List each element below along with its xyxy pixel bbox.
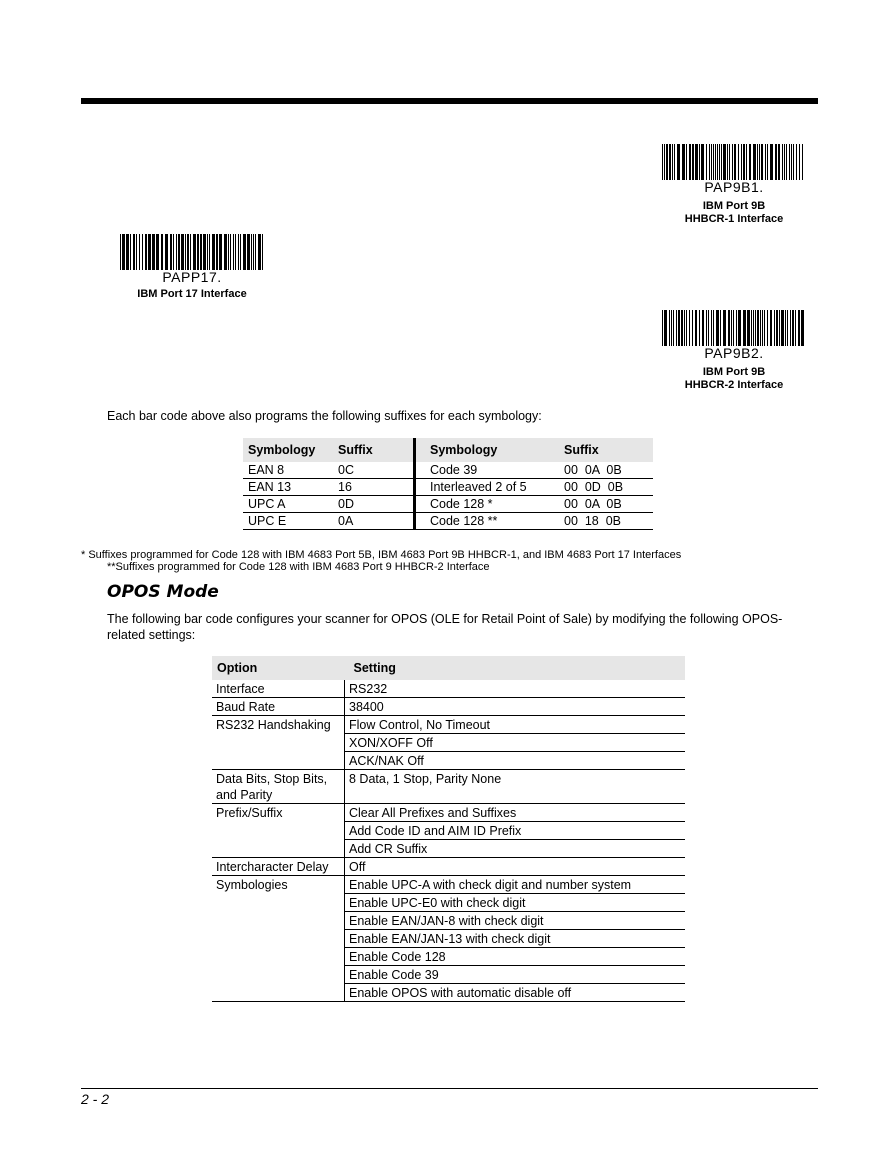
barcode-bar	[796, 144, 797, 180]
table-row	[212, 680, 685, 698]
barcode-bar	[228, 234, 229, 270]
barcode-bar	[713, 144, 714, 180]
setting-cell: RS232	[345, 680, 686, 698]
setting-cell: ACK/NAK Off	[345, 752, 686, 770]
barcode-bar	[165, 234, 168, 270]
barcode-bar	[749, 144, 751, 180]
barcode-bar	[781, 310, 784, 346]
barcode-caption-line: HHBCR-2 Interface	[684, 379, 784, 391]
barcode-bar	[247, 234, 250, 270]
barcode-bar	[673, 310, 674, 346]
barcode-bar	[170, 234, 172, 270]
barcode-bar	[793, 144, 794, 180]
table-cell: Code 128 **	[415, 513, 560, 530]
table-cell: 16	[333, 479, 415, 496]
barcode-bar	[751, 310, 752, 346]
barcode-bar	[176, 234, 177, 270]
setting-cell: Add CR Suffix	[345, 840, 686, 858]
barcode-bar	[142, 234, 143, 270]
barcode-bar	[770, 144, 773, 180]
barcode-bars	[660, 310, 808, 346]
table-row	[212, 804, 685, 822]
setting-cell: Flow Control, No Timeout	[345, 716, 686, 734]
barcode-bar	[120, 234, 121, 270]
barcode-bar	[148, 234, 151, 270]
setting-cell: Enable EAN/JAN-8 with check digit	[345, 912, 686, 930]
barcode-bar	[190, 234, 191, 270]
table-cell: UPC A	[243, 496, 333, 513]
barcode-bar	[173, 234, 174, 270]
setting-cell: Enable Code 39	[345, 966, 686, 984]
table-cell: 00 18 0B	[559, 513, 653, 530]
table-header-row	[212, 656, 685, 680]
barcode-bar	[219, 234, 222, 270]
barcode-bar	[207, 234, 208, 270]
barcode-bar	[243, 234, 246, 270]
barcode-bar	[713, 310, 714, 346]
section-paragraph: The following bar code configures your scanner for OPOS (OLE for Retail Point of Sale) by modifying the following OPOS-related settings:	[107, 612, 783, 642]
barcode-code: PAP9B2.	[704, 345, 764, 361]
barcode-code: PAP9B1.	[704, 179, 764, 195]
barcode-bar	[662, 144, 663, 180]
barcode-bar	[699, 310, 700, 346]
barcode-bar	[258, 234, 261, 270]
table-cell: 00 0A 0B	[559, 496, 653, 513]
barcode-bar	[212, 234, 215, 270]
table-row	[212, 716, 685, 734]
table-cell: 00 0A 0B	[559, 462, 653, 479]
barcode-bar	[743, 144, 745, 180]
table-row	[243, 479, 653, 496]
column-header: Suffix	[333, 438, 415, 462]
barcode-bar	[669, 144, 671, 180]
table-row	[243, 513, 653, 530]
barcode-bar	[193, 234, 196, 270]
setting-cell: Off	[345, 858, 686, 876]
barcode-bar	[757, 144, 758, 180]
barcode-bar	[738, 144, 739, 180]
table-cell: EAN 8	[243, 462, 333, 479]
barcode-bar	[681, 310, 683, 346]
barcode-bar	[798, 310, 800, 346]
option-cell: Intercharacter Delay	[212, 858, 345, 876]
footnote: **Suffixes programmed for Code 128 with IBM 4683 Port 9 HHBCR-2 Interface	[107, 561, 490, 573]
barcode-bar	[719, 144, 720, 180]
barcode-bars	[660, 144, 808, 180]
column-header: Suffix	[559, 438, 653, 462]
barcode-bar	[156, 234, 159, 270]
barcode-bar	[743, 310, 746, 346]
barcode-bar	[782, 144, 783, 180]
barcode-papp17[interactable]	[108, 234, 276, 301]
barcode-bar	[238, 234, 239, 270]
barcode-bar	[181, 234, 184, 270]
barcode-bar	[262, 234, 263, 270]
table-cell: Interleaved 2 of 5	[415, 479, 560, 496]
setting-cell: Clear All Prefixes and Suffixes	[345, 804, 686, 822]
barcode-bar	[776, 310, 778, 346]
barcode-bar	[711, 310, 712, 346]
barcode-bar	[130, 234, 131, 270]
barcode-bar	[795, 310, 796, 346]
barcode-bar	[676, 310, 677, 346]
table-cell: 0D	[333, 496, 415, 513]
barcode-bar	[240, 234, 241, 270]
barcode-bar	[203, 234, 206, 270]
barcode-bar	[161, 234, 163, 270]
setting-cell: Enable OPOS with automatic disable off	[345, 984, 686, 1002]
barcode-bar	[731, 310, 732, 346]
table-row	[243, 496, 653, 513]
barcode-bar	[209, 234, 210, 270]
barcode-bar	[728, 310, 730, 346]
barcode-bar	[662, 310, 663, 346]
barcode-bar	[224, 234, 227, 270]
barcode-bar	[672, 144, 673, 180]
barcode-bar	[759, 144, 760, 180]
barcode-bar	[765, 144, 766, 180]
barcode-bar	[671, 310, 672, 346]
barcode-bar	[764, 310, 765, 346]
barcode-bar	[729, 144, 730, 180]
barcode-bar	[723, 310, 726, 346]
section-heading: OPOS Mode	[107, 582, 219, 602]
opos-table-body	[212, 680, 685, 1002]
barcode-bar	[677, 144, 680, 180]
barcode-bar	[760, 310, 761, 346]
barcode-bar	[721, 144, 722, 180]
option-cell: Data Bits, Stop Bits, and Parity	[212, 770, 345, 804]
barcode-bar	[711, 144, 712, 180]
barcode-code: PAPP17.	[162, 269, 222, 285]
intro-text: Each bar code above also programs the following suffixes for each symbology:	[107, 409, 542, 423]
barcode-bar	[716, 310, 719, 346]
barcode-bar	[774, 310, 775, 346]
barcode-bar	[152, 234, 155, 270]
barcode-bar	[692, 144, 694, 180]
barcode-bar	[253, 234, 254, 270]
barcode-bar	[789, 144, 790, 180]
option-cell: RS232 Handshaking	[212, 716, 345, 770]
barcode-bar	[746, 144, 747, 180]
barcode-bar	[692, 310, 693, 346]
setting-cell: Enable UPC-E0 with check digit	[345, 894, 686, 912]
barcode-bar	[122, 234, 125, 270]
barcode-bar	[799, 144, 800, 180]
barcode-bar	[200, 234, 202, 270]
option-cell: Prefix/Suffix	[212, 804, 345, 858]
barcode-caption-line: IBM Port 9B	[702, 366, 766, 378]
column-header: Symbology	[243, 438, 333, 462]
barcode-bar	[802, 144, 803, 180]
table-row	[212, 876, 685, 894]
barcode-bar	[701, 144, 704, 180]
barcode-bar	[761, 144, 763, 180]
barcode-bar	[695, 310, 697, 346]
bottom-rule	[81, 1088, 818, 1089]
barcode-bar	[699, 144, 700, 180]
barcode-caption-line: HHBCR-1 Interface	[684, 213, 784, 225]
barcode-bar	[715, 144, 716, 180]
barcode-caption-line: IBM Port 9B	[702, 200, 766, 212]
barcode-bar	[145, 234, 147, 270]
barcode-bar	[187, 234, 189, 270]
table-cell: 0C	[333, 462, 415, 479]
barcode-bar	[791, 144, 792, 180]
setting-cell: 38400	[345, 698, 686, 716]
barcode-bar	[686, 144, 687, 180]
barcode-bar	[235, 234, 236, 270]
barcode-bar	[664, 310, 667, 346]
barcode-bar	[770, 310, 772, 346]
barcode-bar	[178, 234, 180, 270]
setting-cell: Add Code ID and AIM ID Prefix	[345, 822, 686, 840]
barcode-bar	[706, 144, 707, 180]
barcode-bar	[727, 144, 728, 180]
barcode-bar	[732, 144, 733, 180]
barcode-bar	[664, 144, 665, 180]
barcode-bar	[717, 144, 718, 180]
barcode-bar	[702, 310, 704, 346]
barcode-bar	[762, 310, 763, 346]
barcode-bar	[778, 144, 780, 180]
barcode-bar	[784, 144, 785, 180]
barcode-bar	[792, 310, 794, 346]
column-header: Setting	[345, 656, 686, 680]
barcode-bar	[775, 144, 777, 180]
barcode-pap9b2[interactable]	[650, 310, 818, 392]
barcode-caption-line: IBM Port 17 Interface	[137, 288, 247, 300]
barcode-bar	[133, 234, 135, 270]
barcode-bar	[734, 144, 736, 180]
table-cell: Code 128 *	[415, 496, 560, 513]
page-number: 2 - 2	[81, 1091, 110, 1107]
barcode-bar	[666, 144, 668, 180]
barcode-bar	[674, 144, 675, 180]
barcode-bar	[139, 234, 140, 270]
barcode-bar	[767, 144, 768, 180]
barcode-bar	[786, 144, 787, 180]
option-cell: Interface	[212, 680, 345, 698]
setting-cell: Enable UPC-A with check digit and number system	[345, 876, 686, 894]
barcode-bar	[753, 310, 754, 346]
column-header: Option	[212, 656, 345, 680]
barcode-bar	[757, 310, 759, 346]
barcode-bar	[779, 310, 780, 346]
footnote: * Suffixes programmed for Code 128 with IBM 4683 Port 5B, IBM 4683 Port 9B HHBCR-1, and IBM 4683 Port 17 Interfaces	[81, 549, 682, 561]
barcode-bar	[686, 310, 687, 346]
setting-cell: Enable EAN/JAN-13 with check digit	[345, 930, 686, 948]
barcode-bar	[251, 234, 252, 270]
barcode-bar	[678, 310, 680, 346]
table-cell: EAN 13	[243, 479, 333, 496]
barcode-bar	[741, 144, 742, 180]
barcode-bar	[708, 310, 709, 346]
setting-cell: XON/XOFF Off	[345, 734, 686, 752]
barcode-bar	[790, 310, 791, 346]
barcode-bar	[126, 234, 129, 270]
barcode-bar	[767, 310, 768, 346]
barcode-pap9b1[interactable]	[650, 144, 818, 226]
table-header-row	[243, 438, 653, 462]
barcode-bar	[185, 234, 186, 270]
barcode-bar	[255, 234, 256, 270]
setting-cell: Enable Code 128	[345, 948, 686, 966]
barcode-bar	[785, 310, 786, 346]
barcode-bars	[118, 234, 266, 270]
suffix-table	[243, 438, 653, 530]
barcode-bar	[682, 144, 685, 180]
barcode-bar	[706, 310, 707, 346]
top-rule	[81, 98, 818, 104]
barcode-bar	[736, 310, 737, 346]
option-cell: Symbologies	[212, 876, 345, 1002]
barcode-bar	[689, 310, 690, 346]
table-cell: 0A	[333, 513, 415, 530]
barcode-bar	[695, 144, 698, 180]
table-cell: UPC E	[243, 513, 333, 530]
setting-cell: 8 Data, 1 Stop, Parity None	[345, 770, 686, 804]
barcode-bar	[801, 310, 804, 346]
barcode-bar	[689, 144, 691, 180]
table-cell: Code 39	[415, 462, 560, 479]
barcode-bar	[755, 310, 756, 346]
barcode-bar	[787, 310, 788, 346]
barcode-bar	[230, 234, 231, 270]
table-row	[212, 858, 685, 876]
opos-table	[212, 656, 685, 1002]
table-cell: 00 0D 0B	[559, 479, 653, 496]
barcode-bar	[747, 310, 750, 346]
barcode-bar	[216, 234, 218, 270]
barcode-bar	[233, 234, 234, 270]
barcode-bar	[197, 234, 199, 270]
barcode-bar	[709, 144, 710, 180]
barcode-bar	[720, 310, 721, 346]
barcode-bar	[733, 310, 734, 346]
barcode-bar	[669, 310, 670, 346]
table-row	[243, 462, 653, 479]
barcode-bar	[753, 144, 756, 180]
barcode-bar	[684, 310, 685, 346]
column-header: Symbology	[415, 438, 560, 462]
barcode-bar	[723, 144, 726, 180]
barcode-bar	[738, 310, 741, 346]
barcode-bar	[136, 234, 137, 270]
table-row	[212, 698, 685, 716]
table-row	[212, 770, 685, 804]
option-cell: Baud Rate	[212, 698, 345, 716]
